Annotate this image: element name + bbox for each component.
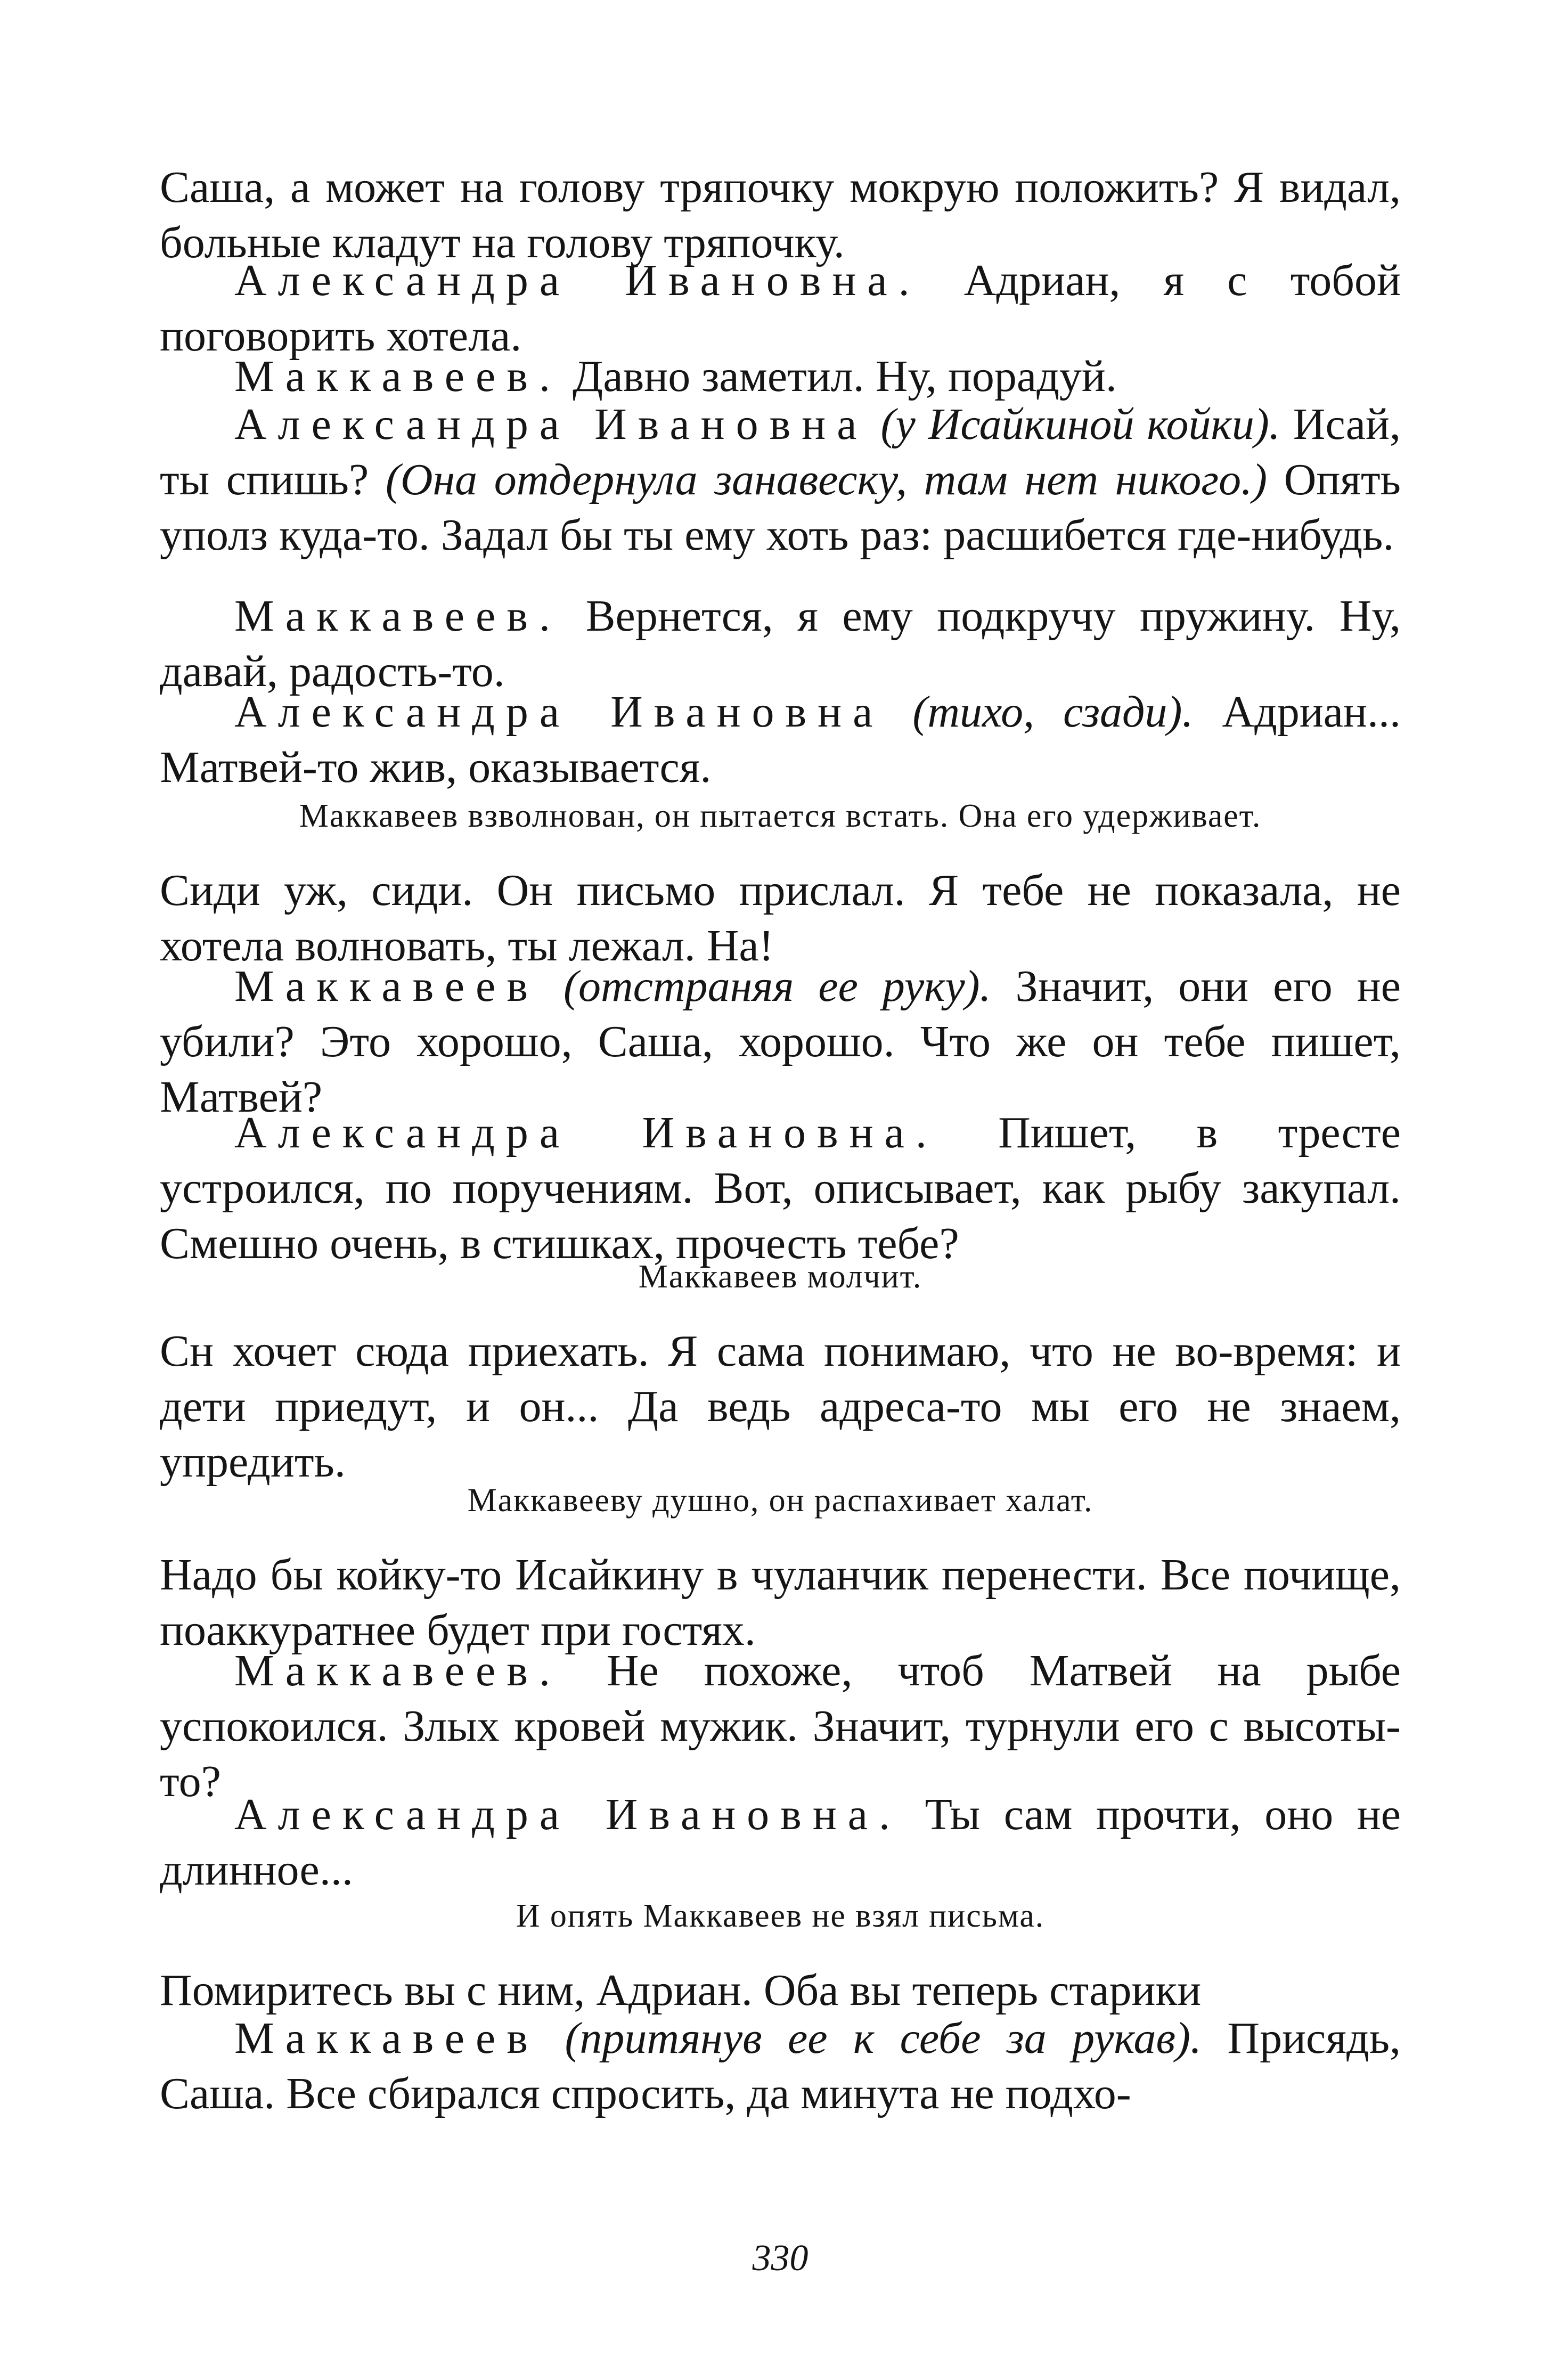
speaker-name: Маккавеев.	[234, 1646, 562, 1695]
speech-text: Значит, они его не убили? Это хорошо, Саша, хорошо. Что же он тебе пишет, Матвей?	[160, 961, 1401, 1122]
speaker-name: Маккавеев.	[234, 352, 562, 401]
dialogue-paragraph	[160, 863, 1401, 974]
dialogue-paragraph	[160, 1105, 1401, 1271]
dialogue-paragraph	[160, 397, 1401, 563]
speech-text	[539, 2013, 565, 2063]
dialogue-paragraph	[160, 1643, 1401, 1809]
speech-text: Вернется, я ему подкручу пружину. Ну, давай, радость-то.	[160, 591, 1401, 696]
dialogue-paragraph	[160, 1547, 1401, 1658]
speech-text: Присядь, Саша. Все сбирался спросить, да минута не подхо-	[160, 2013, 1401, 2118]
speech-text: Исай, ты спишь?	[160, 399, 1401, 504]
remark-italic: (отстраняя ее руку).	[564, 961, 991, 1011]
speech-text: Сиди уж, сиди. Он письмо прислал. Я тебе не показала, не хотела волновать, ты лежал. На!	[160, 866, 1401, 971]
page-number: 330	[752, 2238, 808, 2279]
speech-text: Пишет, в тресте устроился, по поручениям. Вот, описывает, как рыбу закупал. Смешно очень, в стишках, прочесть тебе?	[160, 1108, 1401, 1268]
remark-italic: (у Исайкиной койки).	[880, 399, 1280, 449]
speaker-name: Александра Ивановна.	[234, 256, 921, 305]
speaker-name: Александра Ивановна	[234, 399, 868, 449]
speaker-name: Александра Ивановна	[234, 687, 884, 737]
speaker-name: Маккавеев.	[234, 591, 562, 641]
dialogue-paragraph	[160, 1787, 1401, 1898]
dialogue-paragraph	[160, 2011, 1401, 2122]
speech-text: Саша, а может на голову тряпочку мокрую положить? Я видал, больные кладут на голову тряпочку.	[160, 162, 1401, 267]
stage-direction: Маккавеев взволнован, он пытается встать. Она его удерживает.	[299, 798, 1262, 834]
speech-text	[884, 687, 912, 737]
speech-text: Ты сам прочти, оно не длинное...	[160, 1790, 1401, 1895]
speech-text: Давно заметил. Ну, порадуй.	[561, 352, 1117, 401]
speech-text	[539, 961, 564, 1011]
dialogue-paragraph	[160, 1963, 1401, 2018]
dialogue-paragraph	[160, 589, 1401, 699]
dialogue-paragraph	[160, 349, 1401, 404]
remark-italic: (Она отдернула занавеску, там нет никого.)	[385, 455, 1268, 504]
speech-text: Помиритесь вы с ним, Адриан. Оба вы теперь старики	[160, 1966, 1202, 2015]
remark-italic: (тихо, сзади).	[912, 687, 1194, 737]
speech-text: Адриан, я с тобой поговорить хотела.	[160, 256, 1401, 361]
speaker-name: Александра Ивановна.	[234, 1790, 902, 1839]
stage-direction: Маккавеев молчит.	[638, 1259, 922, 1295]
speaker-name: Александра Ивановна.	[234, 1108, 938, 1157]
stage-direction: Маккавееву душно, он распахивает халат.	[467, 1482, 1093, 1519]
stage-direction: И опять Маккавеев не взял письма.	[516, 1898, 1045, 1934]
speech-text: Не похоже, чтоб Матвей на рыбе успокоился. Злых кровей мужик. Значит, турнули его с высоты-то?	[160, 1646, 1401, 1806]
dialogue-paragraph	[160, 253, 1401, 364]
dialogue-paragraph	[160, 1324, 1401, 1490]
speech-text: Опять уполз куда-то. Задал бы ты ему хоть раз: расшибется где-нибудь.	[160, 455, 1401, 560]
dialogue-paragraph	[160, 684, 1401, 795]
speech-text: Надо бы койку-то Исайкину в чуланчик перенести. Все почище, поаккуратнее будет при гостях.	[160, 1550, 1401, 1655]
speaker-name: Маккавеев	[234, 2013, 540, 2063]
dialogue-paragraph	[160, 959, 1401, 1125]
speech-text: Адриан... Матвей-то жив, оказывается.	[160, 687, 1401, 792]
speech-text: Сн хочет сюда приехать. Я сама понимаю, что не во-время: и дети приедут, и он... Да ведь адреса-то мы его не знаем, упредить.	[160, 1326, 1401, 1487]
speech-text	[868, 399, 880, 449]
speaker-name: Маккавеев	[234, 961, 540, 1011]
remark-italic: (притянув ее к себе за рукав).	[565, 2013, 1202, 2063]
